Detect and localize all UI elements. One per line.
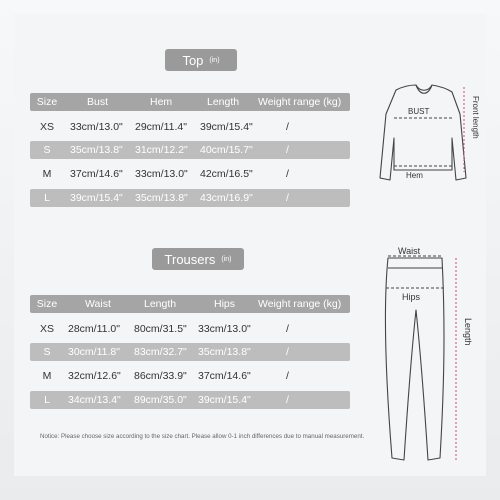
trousers-title-pill [152, 248, 244, 270]
header-waist: Waist [85, 298, 111, 310]
cell-waist: 28cm/11.0" [68, 323, 120, 335]
hem-label: Hem [406, 171, 423, 180]
cell-length: 89cm/35.0" [134, 394, 187, 406]
bust-label: BUST [408, 107, 430, 116]
header-length: Length [144, 298, 177, 310]
cell-hips: 33cm/13.0" [198, 323, 251, 335]
cell-bust: 35cm/13.8" [70, 144, 123, 156]
cell-bust: 37cm/14.6" [70, 168, 123, 180]
size-notice: Notice: Please choose size according to the size chart. Please allow 0-1 inch differences due to manual measurement. [40, 433, 365, 440]
table-header [30, 93, 350, 111]
table-row [30, 320, 350, 338]
cell-length: 80cm/31.5" [134, 323, 187, 335]
cell-waist: 30cm/11.8" [68, 346, 120, 358]
cell-length: 39cm/15.4" [200, 121, 253, 133]
trousers-garment-diagram [372, 238, 482, 470]
cell-waist: 34cm/13.4" [68, 394, 121, 406]
top-title: Top [182, 52, 204, 68]
cell-size: L [44, 394, 50, 406]
cell-weight: / [286, 144, 289, 156]
table-row [30, 165, 350, 183]
cell-length: 43cm/16.9" [200, 192, 253, 204]
header-length: Length [207, 96, 240, 108]
cell-hem: 33cm/13.0" [135, 168, 188, 180]
cell-weight: / [286, 370, 289, 382]
header-bust: Bust [87, 96, 109, 108]
table-row [30, 189, 350, 207]
cell-hem: 31cm/12.2" [135, 144, 188, 156]
front-length-label: Front length [471, 96, 480, 139]
cell-weight: / [286, 394, 289, 406]
header-size: Size [36, 298, 58, 310]
trousers-title: Trousers [164, 251, 216, 267]
table-row [30, 391, 350, 409]
header-weight-range: Weight range (kg) [258, 96, 342, 108]
cell-size: S [43, 144, 51, 156]
cell-bust: 33cm/13.0" [70, 121, 123, 133]
cell-size: XS [39, 121, 54, 133]
cell-waist: 32cm/12.6" [68, 370, 121, 382]
top-garment-diagram [360, 74, 486, 214]
cell-weight: / [286, 168, 289, 180]
cell-weight: / [286, 323, 289, 335]
cell-length: 40cm/15.7" [200, 144, 253, 156]
cell-length: 42cm/16.5" [200, 168, 253, 180]
table-row [30, 343, 350, 361]
cell-weight: / [286, 346, 289, 358]
cell-hem: 35cm/13.8" [135, 192, 188, 204]
waist-label: Waist [398, 246, 421, 256]
length-label: Length [463, 318, 473, 346]
header-hem: Hem [150, 96, 173, 108]
cell-length: 83cm/32.7" [134, 346, 187, 358]
cell-size: S [43, 346, 51, 358]
cell-size: M [42, 168, 52, 180]
cell-hips: 37cm/14.6" [198, 370, 251, 382]
trousers-outline-icon [385, 258, 444, 460]
cell-size: L [44, 192, 50, 204]
cell-weight: / [286, 121, 289, 133]
table-row [30, 367, 350, 385]
header-hips: Hips [214, 298, 236, 310]
cell-size: M [42, 370, 52, 382]
table-row [30, 118, 350, 136]
table-row [30, 141, 350, 159]
header-size: Size [36, 96, 58, 108]
trousers-unit: (in) [221, 255, 232, 263]
hips-label: Hips [402, 292, 421, 302]
top-title-pill [165, 49, 237, 71]
cell-weight: / [286, 192, 289, 204]
cell-length: 86cm/33.9" [134, 370, 187, 382]
shirt-outline-icon [380, 85, 466, 180]
cell-bust: 39cm/15.4" [70, 192, 123, 204]
cell-hips: 39cm/15.4" [198, 394, 251, 406]
table-header [30, 295, 350, 313]
top-unit: (in) [209, 56, 220, 64]
header-weight-range: Weight range (kg) [258, 298, 342, 310]
cell-size: XS [39, 323, 54, 335]
cell-hem: 29cm/11.4" [135, 121, 187, 133]
cell-hips: 35cm/13.8" [198, 346, 251, 358]
